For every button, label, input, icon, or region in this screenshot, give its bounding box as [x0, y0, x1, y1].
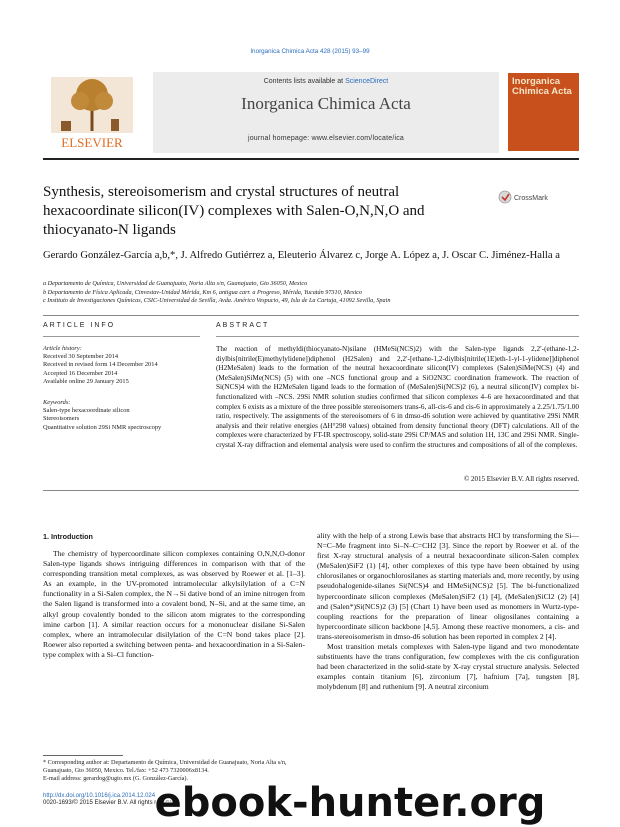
contents-line	[153, 78, 499, 85]
corresponding-author-note: * Corresponding author at: Departamento de Química, Universidad de Guanajuato, Noria Alta s/n, Guanajuato, Gto 36050, Mexico. Tel./fax: +52 473 7320006x8134.	[43, 759, 287, 774]
article-info-rule	[43, 336, 200, 337]
elsevier-logo-text: ELSEVIER	[61, 135, 123, 150]
article-info-block	[43, 345, 203, 432]
abstract-heading: ABSTRACT	[216, 322, 270, 329]
homepage-prefix: journal homepage:	[247, 135, 312, 142]
intro-paragraph: Most transition metals complexes with Salen-type ligand and two monodentate substituents have the trans configuration, few complexes with the cis configuration had been characterized in the solid-state by X-ray crystal structure analysis. Selected examples contain titanium [6], zirconium [7], hafnium [7a], tungsten [8], molybdenum [8] and ruthenium [9]. A neutral zirconium	[317, 642, 579, 692]
affiliations	[43, 280, 563, 306]
history-accepted: Accepted 16 December 2014	[43, 369, 118, 377]
abstract-text: The reaction of methyldi(thiocyanato-N)silane (HMeSi(NCS)2) with the Salen-type ligands 2,2′-(ethane-1,2-diylbis[nitrile(E)methylylidene])diphenol (H2Salen) and 2,2′-[ethane-1,2-diylbis[nitrile(1E)eth-1-yl-1-ylidene]]diphenol (H2MeSalen) leads to the formation of the neutral hexacoordinate silicon(IV) complexes (Salen)SiMe(NCS) (4) and (MeSalen)SiMe(NCS) (5) with one –NCS functional group and a SiO2N3C coordination framework. The reaction of Si(NCS)4 with the H2MeSalen ligand leads to the formation of (MeSalen)Si(NCS)2 (6), a neutral silicon(IV) complex bi-functionalized with –NCS. 29Si NMR solution studies confirmed that silicon complexes 4–6 are hexacoordinated and that complex 6 exists as a mixture of the three possible stereoisomers trans-6, all-cis-6 and cis-6 in approximately a 2.25/1.75/1.00 ratio, respectively. The assignments of the stereoisomers of 6 in dmso-d6 solution were achieved by quantitative 29Si NMR analysis and their relative energies (ΔH°298 values) obtained from density functional theory (DFT) calculations. All of the complexes were characterized by FT-IR spectroscopy, solid-state 29Si CP/MAS and solution 1H, 13C and 29Si NMR. Single-crystal X-ray diffraction and elemental analysis were used to confirm the structures and compositions of all of the complexes.	[216, 345, 579, 449]
email-note[interactable]: E-mail address: gerardog@ugto.mx (G. González-García).	[43, 775, 189, 782]
history-received: Received 30 September 2014	[43, 353, 119, 361]
journal-reference[interactable]: Inorganica Chimica Acta 428 (2015) 93–99	[250, 48, 370, 55]
crossmark-badge[interactable]	[498, 190, 578, 204]
intro-right-column	[317, 531, 579, 693]
history-label: Article history:	[43, 345, 82, 352]
article-info-heading: ARTICLE INFO	[43, 322, 116, 329]
doi-link[interactable]: http://dx.doi.org/10.1016/j.ica.2014.12.024	[43, 793, 156, 799]
crossmark-label: CrossMark	[514, 195, 548, 202]
history-revised: Received in revised form 14 December 2014	[43, 361, 158, 369]
watermark-text: ebook-hunter.org	[154, 780, 546, 826]
intro-heading: 1. Introduction	[43, 532, 93, 541]
crossmark-icon	[499, 191, 511, 203]
footnote-rule	[43, 755, 123, 756]
keyword-3: Quantitative solution 29Si NMR spectroscopy	[43, 423, 162, 431]
author-list: Gerardo González-García a,b,*, J. Alfredo Gutiérrez a, Eleuterio Álvarez c, Jorge A. López a, J. Oscar C. Jiménez-Halla a	[43, 250, 560, 261]
history-online: Available online 29 January 2015	[43, 377, 129, 385]
abstract-copyright: © 2015 Elsevier B.V. All rights reserved.	[463, 475, 579, 483]
intro-left-column	[43, 549, 305, 660]
issn-line: 0020-1693/© 2015 Elsevier B.V. All rights reserved.	[43, 800, 180, 806]
sciencedirect-link[interactable]: ScienceDirect	[345, 78, 389, 85]
journal-title: Inorganica Chimica Acta	[241, 94, 411, 113]
watermark	[120, 778, 580, 826]
affiliation-b: b Departamento de Física Aplicada, Cinvestav-Unidad Mérida, Km 6, antigua carr. a Progreso, Mérida, Yucatán 97310, Mexico	[43, 288, 363, 296]
header-rule	[43, 158, 579, 160]
affiliation-a: a Departamento de Química, Universidad de Guanajuato, Noria Alta s/n, Guanajuato, Gto 36050, Mexico	[43, 280, 308, 287]
contents-prefix: Contents lists available at	[263, 78, 346, 85]
abstract-rule	[216, 336, 579, 337]
section-rule-bottom	[43, 490, 579, 491]
keyword-2: Stereoisomers	[43, 415, 80, 423]
elsevier-logo	[43, 73, 141, 151]
keywords-label: Keywords:	[43, 399, 71, 407]
cover-title: Inorganica Chimica Acta	[512, 76, 572, 97]
keyword-1: Salen-type hexacoordinate silicon	[43, 407, 130, 415]
homepage-url[interactable]: www.elsevier.com/locate/ica	[311, 135, 405, 142]
intro-paragraph: ality with the help of a strong Lewis base that abstracts HCl by transforming the Si—N=C–Me fragment into Si–N–C=CH2 [3]. Since the report by Roewer et al. of the first X-ray structural analysis of a neutral hexacoordinate silicon-Salen complex (MeSalen)SiF2 (1) [4], other complexes of this type have been obtained by using chlorosilanes or organochlorosilanes as starting materials and, more recently, by using pseudohalogenide-silanes Si(NCS)4 and HMeSi(NCS)2 [5]. The bi-functionalized hypercoordinate silicon complexes (MeSalen)SiF2 (1) [4], (MeSalen)SiCl2 (2) [4] and (Salen*)Si(NCS)2 (3) [5] (Chart 1) have been used as monomers in Wurtz-type-coupling reactions for the preparation of linear oligosilanes containing a hypercoordinate silicon backbone [4,5]. Among these reactive monomers, a cis- and trans-stereoisomerism in dmso-d6 solution has been reported in complex 2 [4].	[317, 531, 579, 641]
article-title: Synthesis, stereoisomerism and crystal structures of neutral hexacoordinate silicon(IV) complexes with Salen-O,N,N,O and thiocyanato-N ligands	[43, 184, 425, 238]
affiliation-c: c Instituto de Investigaciones Químicas, CSIC-Universidad de Sevilla, Avda. Américo Vespucio, 49, Isla de La Cartuja, 41092 Sevilla, Spain	[43, 297, 391, 305]
section-rule-top	[43, 315, 579, 316]
journal-homepage	[153, 135, 499, 142]
intro-paragraph: The chemistry of hypercoordinate silicon complexes containing O,N,N,O-donor Salen-type ligands shows intriguing differences in comparison with that of the corresponding transition metal complexes, as was observed by Roewer et al. [1–3]. As an example, in the UV-promoted intramolecular alkylsilylation of a C=N functionality in a Si-Salen complex, the N→Si dative bond of an imine nitrogen from the Salen ligand is transformed into a covalent bond, N–Si, and at the same time, an alkyl group covalently bonded to the silicon atom migrates to the corresponding imine carbon [1]. A similar reaction occurs for a mononuclear disilane Si-Salen complex, where an intramolecular disilylation of the C=N bond takes place [2]. Roewer also reported a switching between penta- and hexacoordination in a Si-Salen-type complex with a Si–Cl function-	[43, 549, 305, 659]
